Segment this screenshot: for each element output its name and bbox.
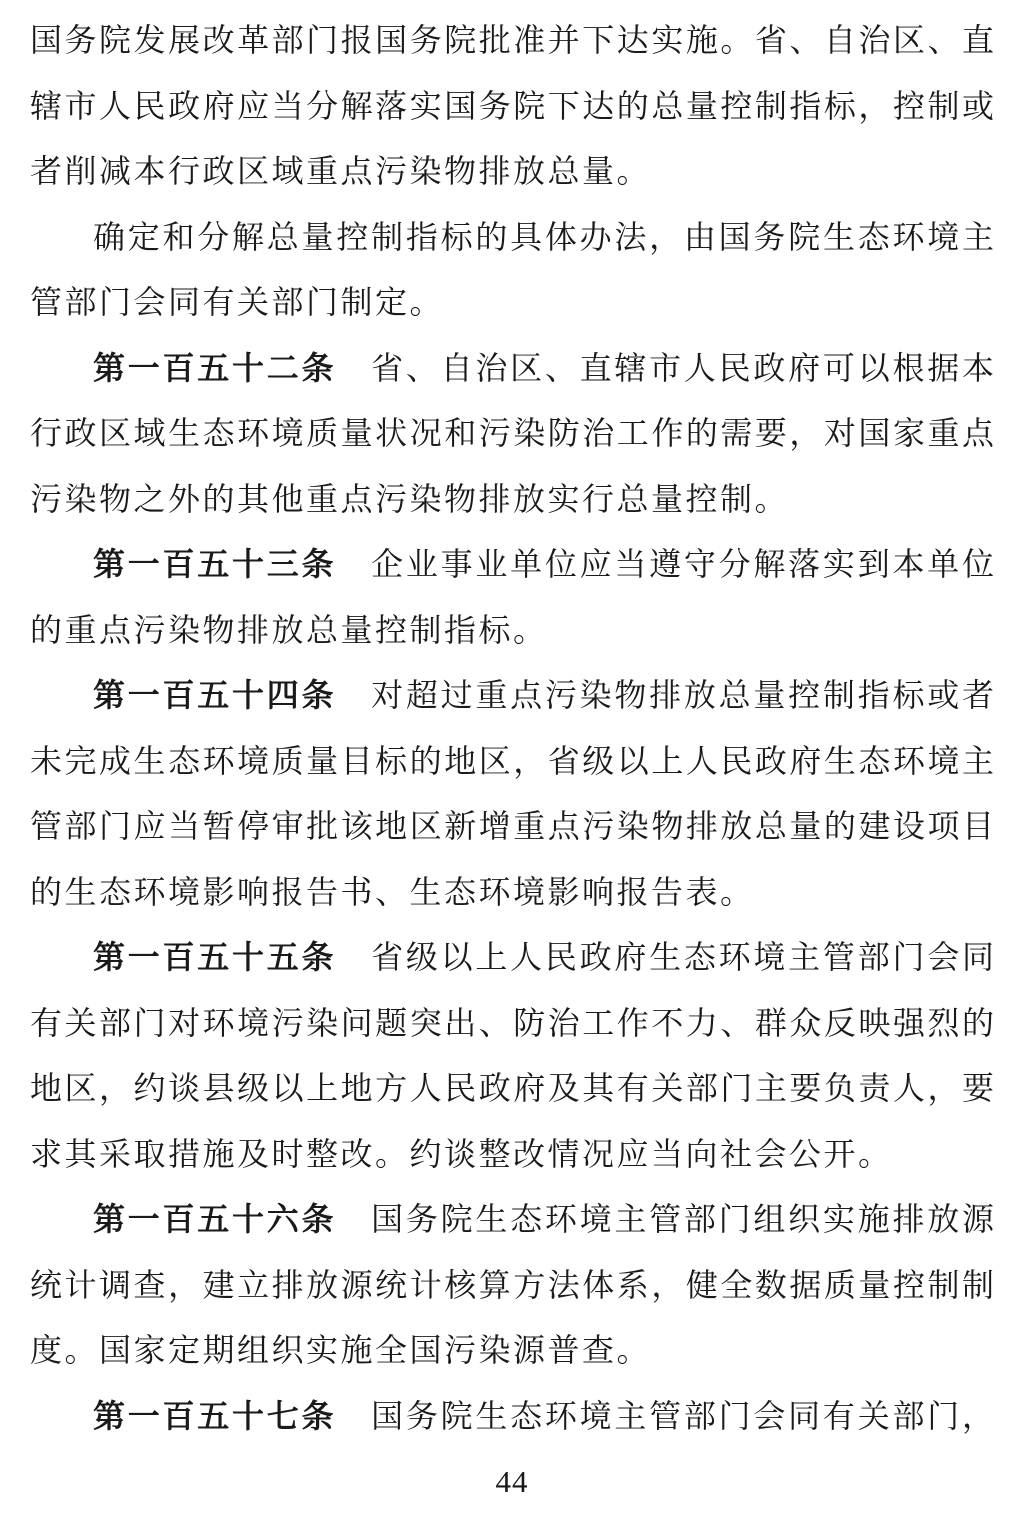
text-segment: 污染物之外的其他重点污染物排放实行总量控制。 [30,480,790,517]
text-line [30,205,994,271]
text-segment: 辖市人民政府应当分解落实国务院下达的总量控制指标，控制或 [30,87,994,124]
page-footer [0,1464,1024,1500]
text-segment: 管部门会同有关部门制定。 [30,284,445,320]
text-segment: 对超过重点污染物排放总量控制指标或者 [336,677,994,713]
text-line [30,1384,994,1450]
text-segment: 确定和分解总量控制指标的具体办法，由国务院生态环境主 [93,218,994,255]
text-segment: 管部门应当暂停审批该地区新增重点污染物排放总量的建设项目 [30,808,994,844]
article-number: 第一百五十六条 [93,1201,337,1237]
article-number: 第一百五十三条 [93,546,337,582]
text-segment: 的生态环境影响报告书、生态环境影响报告表。 [30,873,755,910]
text-segment: 省、自治区、直辖市人民政府可以根据本 [336,349,994,386]
text-segment: 有关部门对环境污染问题突出、防治工作不力、群众反映强烈的 [30,1004,994,1041]
text-segment: 国务院生态环境主管部门会同有关部门， [336,1397,994,1434]
text-line [30,401,994,467]
text-line [30,8,994,74]
article-number: 第一百五十二条 [93,349,337,386]
text-line [30,1122,994,1188]
text-segment: 度。国家定期组织实施全国污染源普查。 [30,1332,652,1368]
text-line [30,532,994,598]
text-line [30,336,994,402]
text-segment: 省级以上人民政府生态环境主管部门会同 [336,939,994,975]
text-line [30,663,994,729]
text-line [30,925,994,991]
text-line [30,74,994,140]
text-segment: 行政区域生态环境质量状况和污染防治工作的需要，对国家重点 [30,415,994,451]
text-segment: 国务院生态环境主管部门组织实施排放源 [336,1201,994,1237]
text-segment: 求其采取措施及时整改。约谈整改情况应当向社会公开。 [30,1135,893,1172]
text-line [30,1056,994,1122]
article-number: 第一百五十七条 [93,1397,337,1434]
text-segment: 国务院发展改革部门报国务院批准并下达实施。省、自治区、直 [30,22,994,58]
text-line [30,794,994,860]
text-line [30,598,994,664]
text-line [30,467,994,533]
text-segment: 企业事业单位应当遵守分解落实到本单位 [336,546,994,582]
text-segment: 统计调查，建立排放源统计核算方法体系，健全数据质量控制制 [30,1266,994,1303]
page-number: 44 [495,1464,529,1499]
text-line [30,1253,994,1319]
text-segment: 的重点污染物排放总量控制指标。 [30,611,548,648]
article-number: 第一百五十五条 [93,939,337,975]
text-segment: 未完成生态环境质量目标的地区，省级以上人民政府生态环境主 [30,742,994,779]
article-number: 第一百五十四条 [93,677,337,713]
text-line [30,270,994,336]
text-line [30,729,994,795]
text-segment: 者削减本行政区域重点污染物排放总量。 [30,153,652,189]
text-segment: 地区，约谈县级以上地方人民政府及其有关部门主要负责人，要 [30,1070,994,1106]
text-line [30,991,994,1057]
text-line [30,1187,994,1253]
text-line [30,1318,994,1384]
text-line [30,860,994,926]
text-line [30,139,994,205]
